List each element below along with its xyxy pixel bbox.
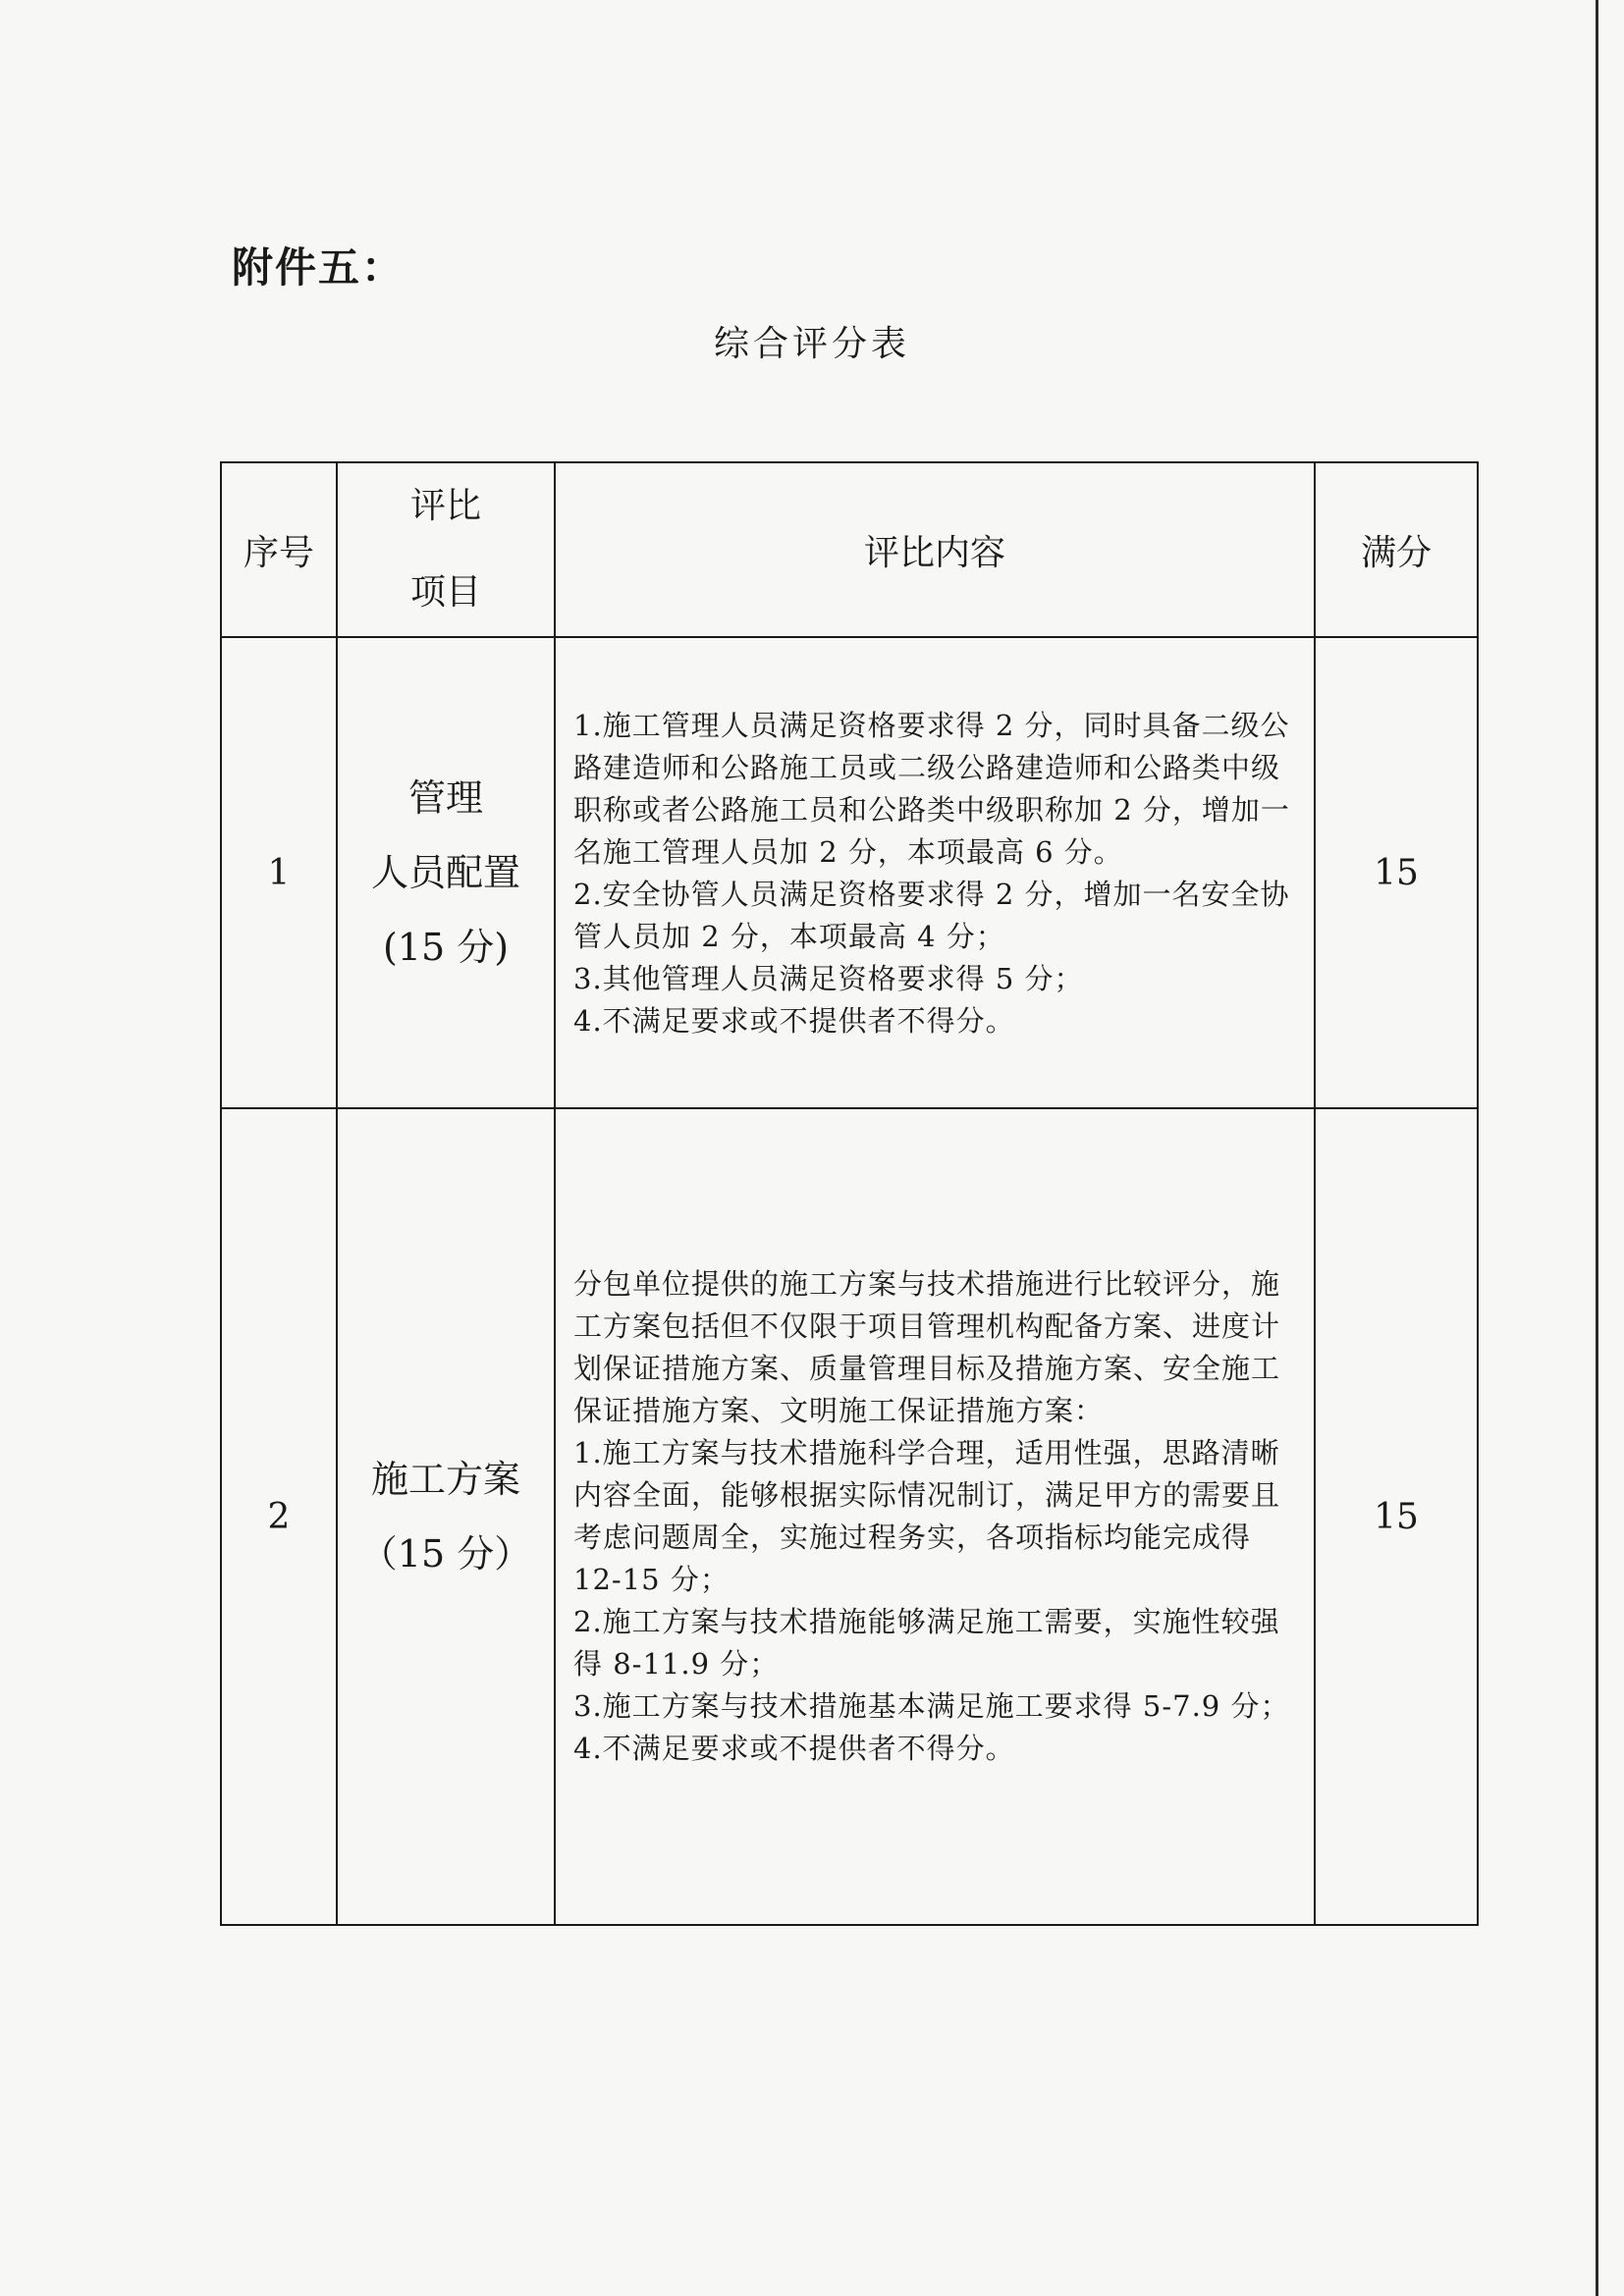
row-number: 1 <box>221 637 337 1108</box>
header-item-line2: 项目 <box>409 572 481 613</box>
table-row <box>221 1108 1478 1925</box>
content-line: 1.施工方案与技术措施科学合理，适用性强，思路清晰内容全面，能够根据实际情况制订，满足甲方的需要且考虑问题周全，实施过程务实，各项指标均能完成得 12-15 分； <box>573 1436 1281 1596</box>
row-item <box>337 637 555 1108</box>
content-line: 2.施工方案与技术措施能够满足施工需要，实施性较强得 8-11.9 分； <box>573 1605 1280 1681</box>
row-item-line: (15 分) <box>382 926 510 969</box>
row-item-line: 管理 <box>407 776 483 820</box>
score-table <box>220 461 1479 1926</box>
content-line: 4.不满足要求或不提供者不得分。 <box>573 1004 1015 1038</box>
header-content: 评比内容 <box>555 462 1315 637</box>
header-full-score: 满分 <box>1315 462 1478 637</box>
annex-label: 附件五： <box>232 243 406 292</box>
row-item <box>337 1108 555 1925</box>
content-line: 3.施工方案与技术措施基本满足施工要求得 5-7.9 分； <box>573 1689 1290 1723</box>
row-full-score: 15 <box>1315 637 1478 1108</box>
header-item <box>337 462 555 637</box>
table-row <box>221 637 1478 1108</box>
row-item-line: （15 分） <box>359 1532 532 1575</box>
content-line: 1.施工管理人员满足资格要求得 2 分，同时具备二级公路建造师和公路施工员或二级公路建造师和公路类中级职称或者公路施工员和公路类中级职称加 2 分，增加一名施工管理人员加 2 分，本项最高 6 分。 <box>573 709 1290 869</box>
row-item-line: 施工方案 <box>370 1458 520 1501</box>
row-item-line: 人员配置 <box>370 851 520 894</box>
table-header-row <box>221 462 1478 637</box>
header-item-line1: 评比 <box>409 486 481 526</box>
row-number: 2 <box>221 1108 337 1925</box>
page-title: 综合评分表 <box>713 324 910 364</box>
row-content <box>555 1108 1315 1925</box>
content-line: 2.安全协管人员满足资格要求得 2 分，增加一名安全协管人员加 2 分，本项最高 4 分； <box>573 878 1290 953</box>
content-line: 3.其他管理人员满足资格要求得 5 分； <box>573 962 1084 995</box>
content-line: 4.不满足要求或不提供者不得分。 <box>573 1732 1015 1765</box>
row-content <box>555 637 1315 1108</box>
content-line: 分包单位提供的施工方案与技术措施进行比较评分，施工方案包括但不仅限于项目管理机构配备方案、进度计划保证措施方案、质量管理目标及措施方案、安全施工保证措施方案、文明施工保证措施方案： <box>573 1267 1281 1427</box>
row-full-score: 15 <box>1315 1108 1478 1925</box>
header-number: 序号 <box>221 462 337 637</box>
